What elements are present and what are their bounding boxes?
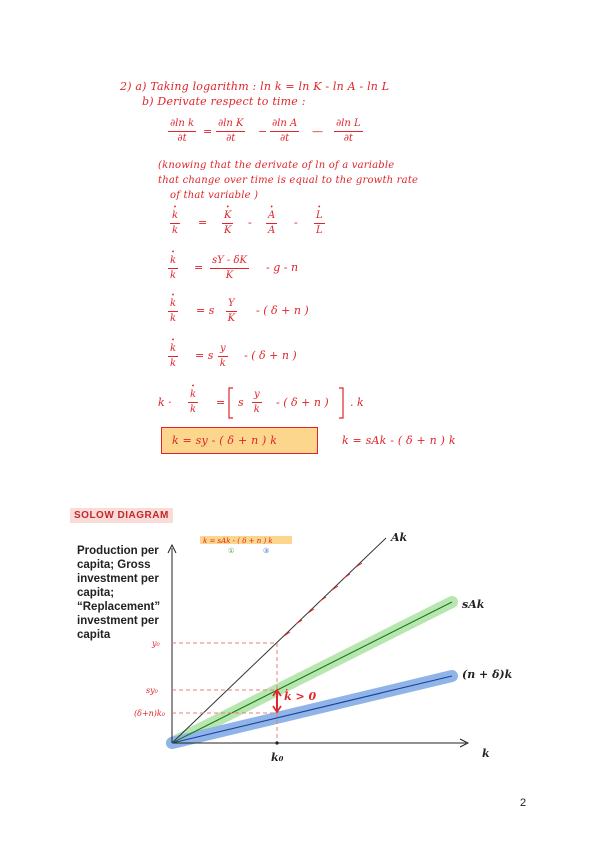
eq2-L-den: L — [316, 225, 323, 236]
eq1-term3-num: ∂ln A — [270, 118, 299, 132]
note-line-derivate: b) Derivate respect to time : — [142, 95, 306, 108]
nk0-tick-label: (δ+n)k₀ — [134, 709, 165, 718]
diagram-note-mark-2: ③ — [263, 547, 270, 555]
explanation-line-1: (knowing that the derivate of ln of a variable — [158, 160, 395, 171]
eq4-tail: - ( δ + n ) — [256, 304, 309, 317]
eq2-K-den: K — [224, 225, 232, 236]
eq5-pre: = s — [195, 349, 214, 362]
nd-line — [172, 676, 452, 743]
eq1-term2-num: ∂ln K — [216, 118, 245, 132]
eq1-term3-den: ∂t — [280, 133, 290, 144]
sy0-tick-label: sy₀ — [146, 686, 158, 695]
nd-line-label: (n + δ)k — [462, 668, 513, 681]
diagram-note: k = sAk - ( δ + n ) k — [203, 537, 273, 545]
eq6-post: . k — [350, 396, 364, 409]
eq6-inner-pre: s — [238, 396, 244, 409]
eq6-equals: = — [216, 396, 226, 409]
diagram-y-axis-label: Production per capita; Gross investment per capita; “Replacement” investment per capita — [77, 545, 161, 641]
eq1-term1-den: ∂t — [177, 133, 187, 144]
eq3-rhs-den: K — [225, 270, 234, 281]
eq1-term2-den: ∂t — [226, 133, 236, 144]
eq6-lhs-num: • k — [188, 389, 198, 403]
eq1-equals: = — [203, 125, 213, 138]
sak-line-label: sAk — [462, 598, 485, 611]
eq6-inner-tail: - ( δ + n ) — [276, 396, 329, 409]
eq5-lhs-num: • k — [168, 343, 178, 357]
eq2-L-num: • L — [314, 210, 325, 224]
eq2-minus1: - — [248, 216, 252, 229]
eq1-minus1: − — [258, 125, 268, 138]
ak-line-label: Ak — [391, 531, 408, 544]
eq2-A-num: • A — [266, 210, 277, 224]
explanation-line-3: of that variable ) — [170, 190, 259, 201]
eq6-mid-num: y — [252, 389, 262, 403]
eq1-minus2: — — [312, 125, 323, 138]
x-axis-label: k — [482, 747, 490, 760]
eq2-k-den: k — [172, 225, 179, 236]
side-result: k = sAk - ( δ + n ) k — [342, 434, 456, 447]
eq3-tail: - g - n — [266, 261, 299, 274]
eq5-mid-num: y — [218, 343, 228, 357]
diagram-note-mark-1: ① — [228, 547, 235, 555]
diagram-title: SOLOW DIAGRAM — [70, 508, 173, 523]
eq6-lhs-den: k — [190, 404, 197, 415]
k0-label: k₀ — [271, 751, 284, 764]
eq2-equals: = — [198, 216, 208, 229]
eq1-term1-num: ∂ln k — [168, 118, 196, 132]
eq6-mid-den: k — [253, 404, 260, 415]
eq2-k-num: • k — [170, 210, 180, 224]
eq3-equals: = — [194, 261, 204, 274]
eq4-pre: = s — [196, 304, 215, 317]
eq3-lhs-den: k — [170, 270, 177, 281]
eq4-mid-num: Y — [226, 298, 237, 312]
y0-tick-label: y₀ — [152, 639, 160, 648]
eq5-mid-den: k — [219, 358, 226, 369]
eq5-lhs-den: k — [170, 358, 177, 369]
eq1-term4-num: ∂ln L — [334, 118, 363, 132]
sak-line — [172, 602, 452, 743]
eq2-K-num: • K — [222, 210, 233, 224]
eq4-lhs-num: • k — [168, 298, 178, 312]
eq2-A-den: A — [268, 225, 276, 236]
kdot-label: k̇ > 0 — [284, 690, 317, 703]
eq2-minus2: - — [294, 216, 298, 229]
explanation-line-2: that change over time is equal to the growth rate — [158, 175, 419, 186]
eq6-pre: k · — [158, 396, 172, 409]
page-number: 2 — [520, 797, 527, 809]
eq4-lhs-den: k — [170, 313, 177, 324]
boxed-result: k = sy - ( δ + n ) k — [172, 434, 278, 447]
k0-tick — [275, 741, 278, 744]
eq5-tail: - ( δ + n ) — [244, 349, 297, 362]
eq1-term4-den: ∂t — [343, 133, 353, 144]
eq3-lhs-num: • k — [168, 255, 178, 269]
eq4-mid-den: K — [227, 313, 236, 324]
eq3-rhs-num: sY - δK — [210, 255, 249, 269]
note-line-logarithm: 2) a) Taking logarithm : ln k = ln K - ln A - ln L — [120, 80, 390, 93]
